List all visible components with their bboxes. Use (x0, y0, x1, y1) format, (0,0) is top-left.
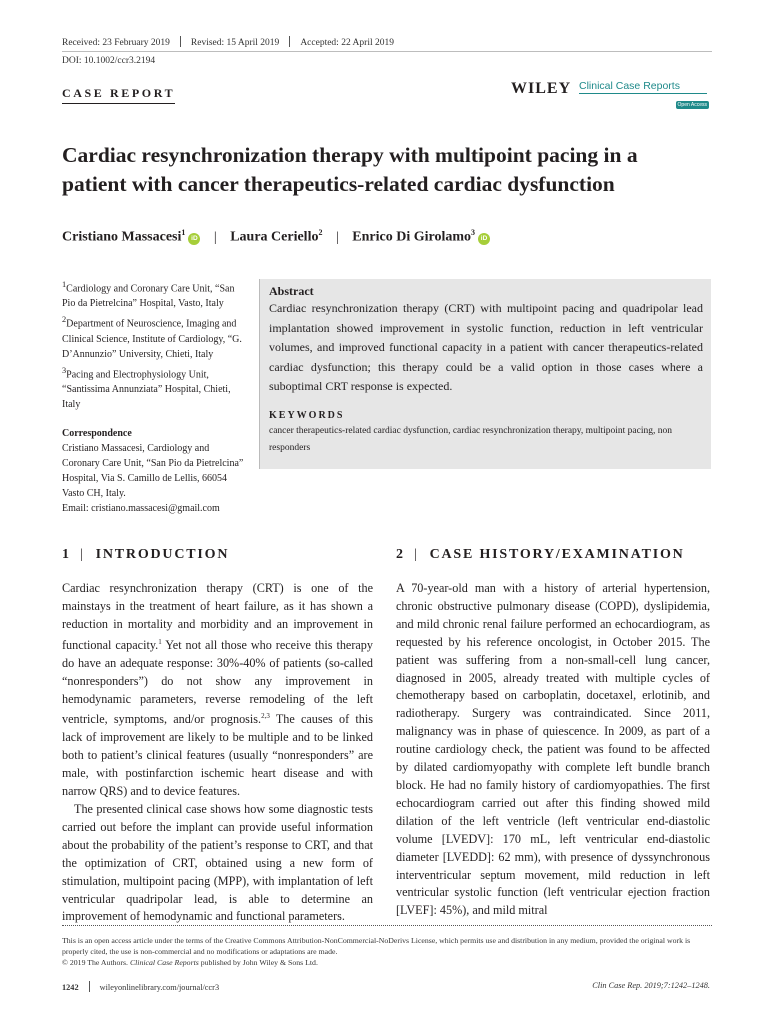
page-number: 1242 (62, 983, 79, 992)
dates-line (62, 36, 394, 48)
paragraph: A 70-year-old man with a history of arterial hypertension, chronic obstructive pulmonary disease (COPD), dyslipidemia, and mild chronic renal failure performed an echocardiogram, as requested by his reference oncologist, in October 2015. The patient was suffering from a non-small-cell lung cancer, diagnosed in 2005, already treated with multiple cycles of chemotherapy based on carboplatin, docetaxel, erlotinib, and radiotherapy. Surgery was contraindicated. Since 2011, malignancy was in phase of quiescence. In 2009, as part of a routine cardiology check, the patient was found to be affected by dilated cardiomyopathy with complete left bundle branch block. He had no family history of cardiomyopathies. The first echocardiogram carried out after this finding showed mild dilation of the left ventricle (left ventricular end-diastolic volume [LVEDV]: 170 mL, left ventricular end-diastolic diameter [LVEDD]: 62 mm), with presence of dyssynchronous interventricular septum movement, mild reduction in left ventricular systolic function (left ventricular ejection fraction [LVEF]: 45%), and mild mitral (396, 581, 710, 918)
affiliation-item: $^1$Cardiology and Coronary Care Unit, “San Pio da Pietrelcina” Hospital, Vasto, Italy (62, 280, 235, 310)
license-text: This is an open access article under the terms of the Creative Commons Attribution-NonCommercial-NoDerivs License, which permits use and distribution in any medium, provided the original work is properly cited, the use is non-commercial and no modifications or adaptations are made. (62, 936, 691, 956)
correspondence-text: Cristiano Massacesi, Cardiology and Coronary Care Unit, “San Pio da Pietrelcina” Hospital, Via S. Camillo de Lellis, 66054 Vasto CH, Italy. (62, 442, 244, 499)
abstract-heading: Abstract (269, 284, 314, 298)
revised-date: Revised: 15 April 2019 (190, 38, 280, 48)
article-title (62, 141, 722, 199)
wiley-logo: WILEY (511, 80, 572, 97)
author-sup: 1 (181, 228, 186, 237)
journal-logo (579, 80, 707, 108)
accepted-date: Accepted: 22 April 2019 (300, 38, 394, 48)
author-list (62, 228, 490, 246)
correspondence-email[interactable]: Email: cristiano.massacesi@gmail.com (62, 502, 220, 514)
divider (89, 981, 90, 992)
affiliation-item: $^3$Pacing and Electrophysiology Unit, “Santissima Annunziata” Hospital, Chieti, Italy (62, 365, 231, 410)
journal-url[interactable]: wileyonlinelibrary.com/journal/ccr3 (99, 983, 220, 992)
section-heading-introduction: 1 | INTRODUCTION (62, 547, 230, 562)
section-heading-case-history: 2 | CASE HISTORY/EXAMINATION (396, 547, 685, 562)
author-separator: | (213, 229, 217, 245)
author-name[interactable]: Laura Ceriello (230, 229, 319, 245)
reference-link[interactable]: 2,3 (261, 712, 270, 721)
abstract-text: Cardiac resynchronization therapy (CRT) with multipoint pacing and quadripolar lead implantation showed improvement in systolic function, reduction in left ventricular volumes, and improved functional capacity in a patient with cancer therapeutics-related cardiac dysfunction; this therapy could be a valid option in those cases where a suboptimal CRT response is expected. (269, 301, 703, 393)
paragraph: The presented clinical case shows how some diagnostic tests carried out before the implant can provide useful information about the probability of the patient’s response to CRT, and that the optimization of CRT, obtained using a new form of stimulation, multipoint pacing (MPP), with implantation of left ventricular quadripolar lead, is able to determine an improvement of hemodynamic and functional parameters. (62, 802, 373, 924)
title-line-1: Cardiac resynchronization therapy with multipoint pacing in a (62, 143, 638, 167)
open-access-badge: Open Access (677, 102, 707, 108)
article-type: CASE REPORT (62, 86, 175, 104)
doi-link[interactable]: DOI: 10.1002/ccr3.2194 (62, 56, 156, 66)
title-line-2: patient with cancer therapeutics-related cardiac dysfunction (62, 172, 615, 196)
author-sup: 2 (318, 228, 323, 237)
author-sup: 3 (471, 228, 476, 237)
journal-name: Clinical Case Reports (579, 80, 680, 92)
footer-left (62, 981, 219, 992)
keywords-heading: KEYWORDS (269, 409, 345, 421)
divider (180, 36, 181, 47)
author-name[interactable]: Enrico Di Girolamo (352, 229, 472, 245)
reference-link[interactable]: 1 (158, 637, 162, 646)
paragraph: Cardiac resynchronization therapy (CRT) is one of the mainstays in the treatment of heart failure, as it has shown a reduction in mortality and morbidity and an improvement in functional capacity.$^1$ Yet not all those who receive this therapy do have an adequate response: 30%-40% of patients (so-called “nonresponders”) do not show any improvement in hemodynamic parameters, reverse remodeling of the left ventricle, symptoms, and/or prognosis.$^{2,3}$ The causes of this lack of improvement are likely to be multiple and to be linked both to patient’s clinical features (usually “nonresponders” are male, with postinfarction ischemic heart disease and with narrow QRS) and to device features. (62, 581, 373, 799)
orcid-icon[interactable]: iD (188, 233, 200, 245)
header-rule (62, 51, 712, 52)
keywords-text: cancer therapeutics-related cardiac dysfunction, cardiac resynchronization therapy, multipoint pacing, non responders (269, 425, 672, 453)
case-history-body (396, 580, 710, 920)
footer-divider (62, 925, 712, 926)
abstract-content (269, 284, 703, 457)
author-name[interactable]: Cristiano Massacesi (62, 229, 182, 245)
publisher-logo (511, 80, 571, 98)
introduction-body (62, 580, 373, 926)
affiliations (62, 277, 244, 516)
copyright-text: © 2019 The Authors. Clinical Case Reports published by John Wiley & Sons Ltd. (62, 958, 318, 967)
citation: Clin Case Rep. 2019;7:1242–1248. (592, 981, 710, 990)
affiliation-item: $^2$Department of Neuroscience, Imaging and Clinical Science, Institute of Cardiology, “G. D’Annunzio” University, Chieti, Italy (62, 315, 242, 360)
correspondence-heading: Correspondence (62, 427, 132, 439)
received-date: Received: 23 February 2019 (62, 38, 170, 48)
orcid-icon[interactable]: iD (478, 233, 490, 245)
divider (289, 36, 290, 47)
author-separator: | (335, 229, 339, 245)
license-note (62, 935, 712, 968)
